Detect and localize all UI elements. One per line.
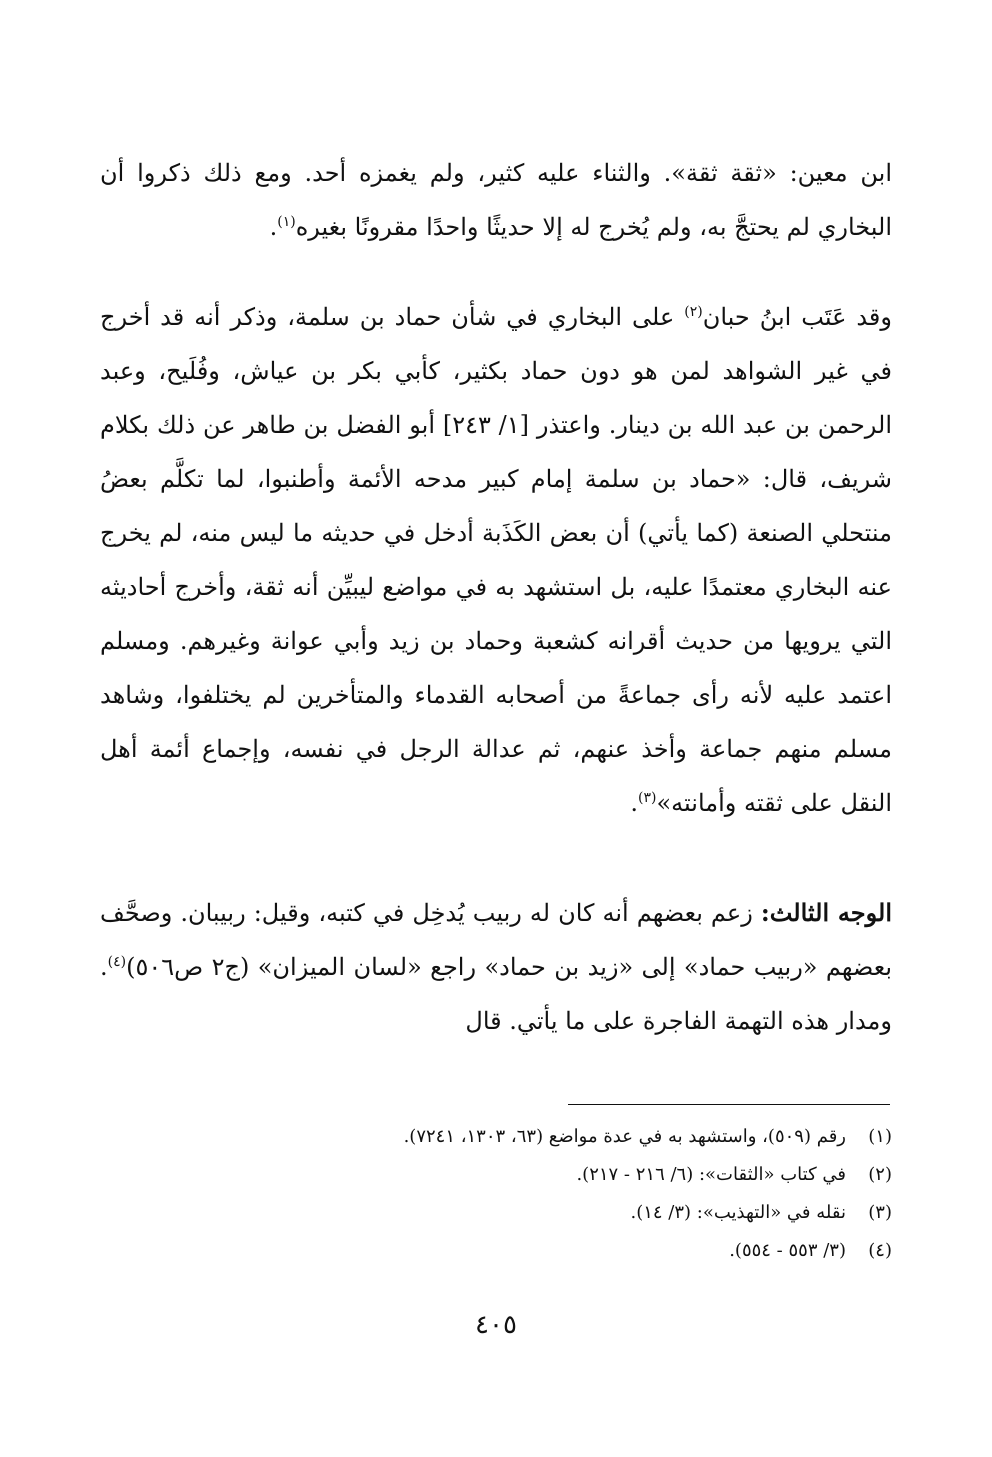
paragraph-1-text: ابن معين: «ثقة ثقة». والثناء عليه كثير، ولم يغمزه أحد. ومع ذلك ذكروا أن البخاري لم يحتجَّ به، ولم يُخرج له إلا حديثًا واحدًا مقرونًا بغيره: [100, 159, 892, 241]
footnotes-list: [100, 1118, 892, 1270]
paragraph-3: [100, 886, 892, 1048]
paragraph-3-text: زعم بعضهم أنه كان له ربيب يُدخِل في كتبه، وقيل: ربيبان. وصحَّف بعضهم «ربيب حماد» إلى «زيد بن حماد» راجع «لسان الميزان» (ج٢ ص٥٠٦): [100, 899, 892, 981]
paragraph-3-text-end: . ومدار هذه التهمة الفاجرة على ما يأتي. قال: [100, 953, 892, 1035]
paragraph-3-heading: الوجه الثالث:: [760, 898, 892, 927]
paragraph-1-end: .: [269, 213, 278, 241]
footnote-text: نقله في «التهذيب»: (٣/ ١٤).: [630, 1202, 846, 1223]
footnote-divider: [568, 1104, 890, 1105]
footnote-text: رقم (٥٠٩)، واستشهد به في عدة مواضع (٦٣، ١٣٠٣، ٧٢٤١).: [403, 1126, 846, 1147]
page-number: ٤٠٥: [475, 1310, 517, 1340]
footnote-text: في كتاب «الثقات»: (٦/ ٢١٦ - ٢١٧).: [576, 1164, 846, 1185]
paragraph-2-end: .: [630, 789, 638, 817]
paragraph-1: [100, 146, 892, 254]
footnote-item: [100, 1194, 892, 1232]
footnote-ref-3: (٣): [638, 790, 657, 806]
footnote-item: [100, 1232, 892, 1270]
footnote-item: [100, 1118, 892, 1156]
footnote-ref-2: (٢): [684, 304, 703, 320]
footnote-number: (٣): [868, 1202, 892, 1223]
paragraph-2: [100, 290, 892, 830]
footnote-item: [100, 1156, 892, 1194]
footnote-text: (٣/ ٥٥٣ - ٥٥٤).: [729, 1240, 846, 1261]
footnote-number: (٢): [868, 1164, 892, 1185]
footnote-number: (١): [868, 1126, 892, 1147]
footnote-ref-4: (٤): [107, 954, 127, 970]
paragraph-2-text-start: وقد عَتَب ابنُ حبان: [702, 303, 892, 331]
footnote-ref-1: (١): [277, 214, 296, 230]
footnote-number: (٤): [868, 1240, 892, 1261]
paragraph-2-text-body: على البخاري في شأن حماد بن سلمة، وذكر أنه قد أخرج في غير الشواهد لمن هو دون حماد بكثير، كأبي بكر بن عياش، وفُلَيح، وعبد الرحمن بن عبد الله بن دينار. واعتذر [١/ ٢٤٣] أبو الفضل بن طاهر عن ذلك بكلام شريف، قال: «حماد بن سلمة إمام كبير مدحه الأئمة وأطنبوا، لما تكلَّم بعضُ منتحلي الصنعة (كما يأتي) أن بعض الكَذَبة أدخل في حديثه ما ليس منه، لم يخرج عنه البخاري معتمدًا عليه، بل استشهد به في مواضع ليبيِّن أنه ثقة، وأخرج أحاديثه التي يرويها من حديث أقرانه كشعبة وحماد بن زيد وأبي عوانة وغيرهم. ومسلم اعتمد عليه لأنه رأى جماعةً من أصحابه القدماء والمتأخرين لم يختلفوا، وشاهد مسلم منهم جماعة وأخذ عنهم، ثم عدالة الرجل في نفسه، وإجماع أئمة أهل النقل على ثقته وأمانته»: [100, 303, 893, 817]
